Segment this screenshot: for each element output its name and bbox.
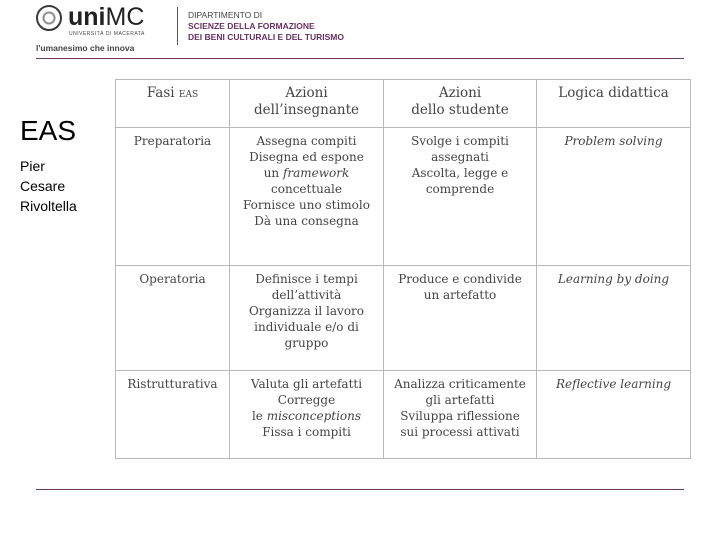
- phase-label: Operatoria: [139, 272, 206, 286]
- logic-label: Problem solving: [564, 134, 663, 148]
- cell-line: Dà una consegna: [254, 214, 359, 228]
- cell-line: Valuta gli artefatti: [250, 377, 363, 391]
- teacher-actions-cell: [230, 371, 384, 459]
- cell-line: Analizza criticamente: [394, 377, 526, 391]
- cell-line: gli artefatti: [425, 393, 495, 407]
- cell-line: dell’attività: [271, 288, 342, 302]
- cell-text-italic: framework: [282, 166, 350, 180]
- cell-text-italic: misconceptions: [266, 409, 362, 423]
- university-logo: [36, 5, 166, 51]
- cell-line: [233, 165, 380, 181]
- header-divider: [177, 7, 178, 45]
- header-azioni-studente: [384, 80, 537, 128]
- logic-label: Reflective learning: [555, 377, 672, 391]
- phase-cell: [116, 371, 230, 459]
- logic-cell: [537, 266, 691, 371]
- cell-text: un: [263, 166, 283, 180]
- phase-label: Ristrutturativa: [127, 377, 218, 391]
- header-text: Azioni: [285, 85, 328, 101]
- cell-line: Definisce i tempi: [255, 272, 358, 286]
- cell-line: Fissa i compiti: [262, 425, 351, 439]
- student-actions-cell: [384, 371, 537, 459]
- cell-line: sui processi attivati: [400, 425, 520, 439]
- slide-title: EAS: [20, 115, 77, 146]
- header-text: Azioni: [438, 85, 482, 101]
- header-azioni-insegnante: [230, 80, 384, 128]
- header-text: dello studente: [411, 102, 509, 118]
- cell-line: Disegna ed espone: [249, 150, 364, 164]
- department-name: [188, 10, 344, 43]
- cell-line: Svolge i compiti: [411, 134, 509, 148]
- logo-subtitle: UNIVERSITÀ DI MACERATA: [69, 31, 145, 37]
- teacher-actions-cell: [230, 128, 384, 266]
- cell-line: individuale e/o di: [254, 320, 359, 334]
- header-fasi-main: Fasi: [146, 85, 175, 101]
- footer-rule: [36, 489, 684, 490]
- cell-line: concettuale: [271, 182, 342, 196]
- author-line: Rivoltella: [20, 198, 77, 214]
- header-logica-didattica: [537, 80, 691, 128]
- cell-line: Assegna compiti: [256, 134, 357, 148]
- university-seal-icon: [36, 5, 62, 31]
- cell-line: Organizza il lavoro: [248, 304, 365, 318]
- cell-line: comprende: [425, 182, 495, 196]
- cell-line: Fornisce uno stimolo: [243, 198, 370, 212]
- header-fasi: [116, 80, 230, 128]
- department-line-2: SCIENZE DELLA FORMAZIONE: [188, 21, 315, 31]
- header-fasi-small: EAS: [178, 90, 199, 100]
- header-text: Logica didattica: [558, 85, 669, 101]
- department-line-1: DIPARTIMENTO DI: [188, 10, 263, 20]
- cell-line: un artefatto: [423, 288, 497, 302]
- cell-line: Sviluppa riflessione: [400, 409, 520, 423]
- student-actions-cell: [384, 128, 537, 266]
- logo-brand-bold: uni: [68, 3, 106, 31]
- logic-label: Learning by doing: [557, 272, 670, 286]
- header-text: dell’insegnante: [254, 102, 359, 118]
- table-row: [116, 371, 691, 459]
- logic-cell: [537, 371, 691, 459]
- eas-phases-table: [115, 79, 691, 459]
- cell-line: Ascolta, legge e: [411, 166, 509, 180]
- author-line: Cesare: [20, 178, 66, 194]
- slide-author: [20, 156, 77, 216]
- logic-cell: [537, 128, 691, 266]
- phase-label: Preparatoria: [133, 134, 212, 148]
- teacher-actions-cell: [230, 266, 384, 371]
- logo-brand-rest: MC: [105, 3, 145, 31]
- cell-line: assegnati: [431, 150, 489, 164]
- logo-wordmark: [68, 2, 144, 32]
- cell-text: le: [251, 409, 267, 423]
- header-rule: [36, 58, 684, 59]
- logo-tagline: l'umanesimo che innova: [36, 43, 135, 53]
- table-row: [116, 128, 691, 266]
- author-line: Pier: [20, 158, 45, 174]
- cell-line: Produce e condivide: [398, 272, 522, 286]
- student-actions-cell: [384, 266, 537, 371]
- department-line-3: DEI BENI CULTURALI E DEL TURISMO: [188, 32, 344, 42]
- phase-cell: [116, 128, 230, 266]
- cell-line: Corregge: [277, 393, 336, 407]
- cell-line: gruppo: [284, 336, 329, 350]
- cell-line: [233, 408, 380, 424]
- table-row: [116, 266, 691, 371]
- phase-cell: [116, 266, 230, 371]
- table-header-row: [116, 80, 691, 128]
